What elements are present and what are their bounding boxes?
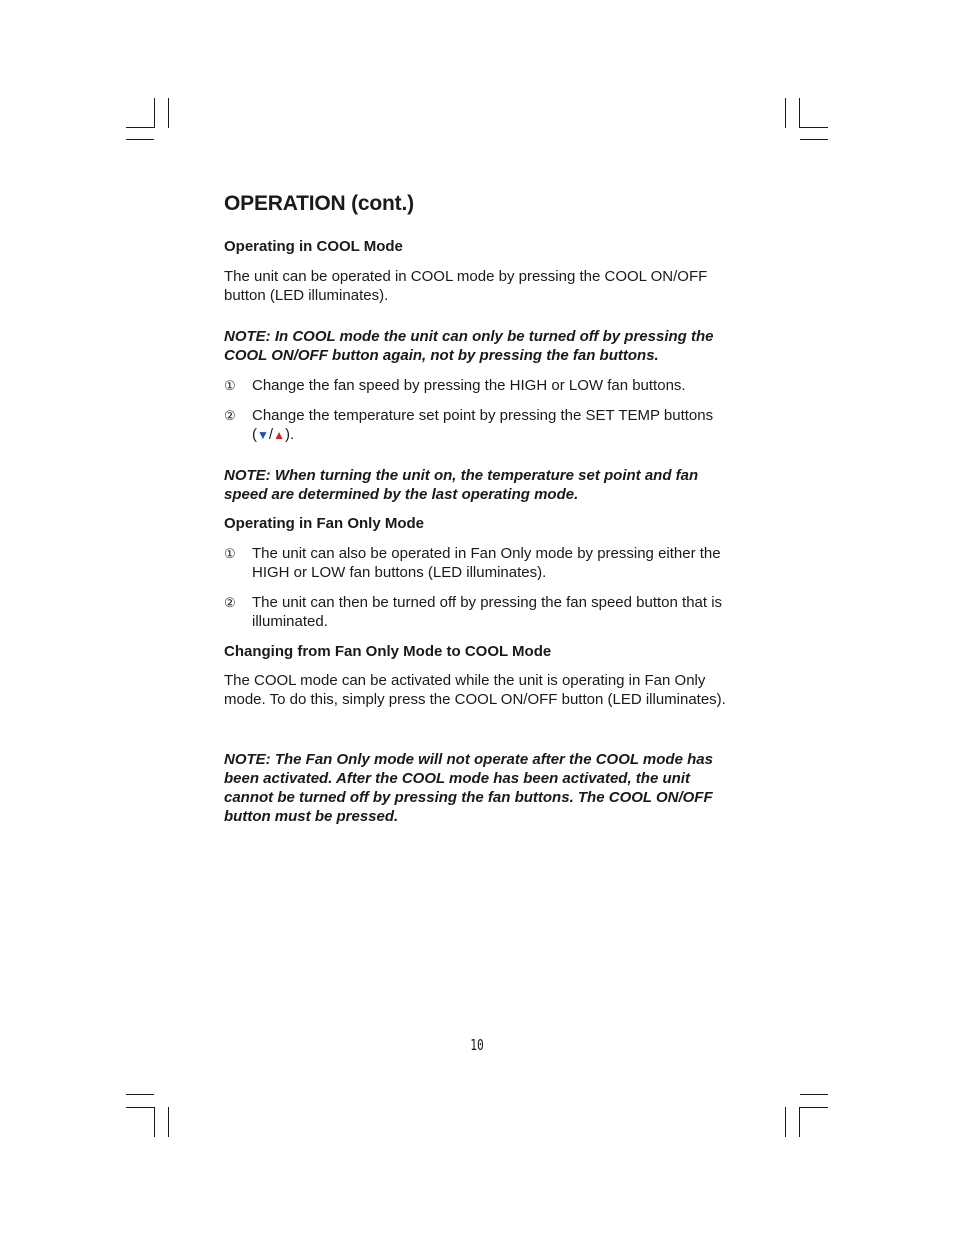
step-text-before: Change the temperature set point by pressing the SET TEMP buttons (	[252, 407, 714, 443]
crop-mark	[154, 1107, 155, 1137]
crop-mark	[126, 139, 154, 140]
down-arrow-icon: ▼	[257, 428, 269, 442]
cool-mode-heading: Operating in COOL Mode	[224, 238, 403, 255]
crop-mark	[800, 127, 828, 128]
step-text: The unit can then be turned off by pressing the fan speed button that is illuminated.	[252, 594, 723, 630]
step-number: ②	[224, 408, 236, 423]
crop-mark	[785, 1107, 786, 1137]
fan-step-2	[224, 593, 734, 631]
cool-step-2	[224, 406, 734, 445]
step-number: ①	[224, 378, 236, 393]
change-mode-heading: Changing from Fan Only Mode to COOL Mode	[224, 643, 552, 660]
crop-mark	[168, 98, 169, 128]
crop-mark	[785, 98, 786, 128]
arrow-separator: /	[268, 426, 274, 443]
cool-mode-intro: The unit can be operated in COOL mode by pressing the COOL ON/OFF button (LED illuminates).	[224, 268, 708, 304]
crop-mark	[126, 127, 154, 128]
step-text: The unit can also be operated in Fan Only mode by pressing either the HIGH or LOW fan buttons (LED illuminates).	[252, 545, 721, 581]
page-number: 10	[470, 1036, 484, 1054]
crop-mark	[126, 1107, 154, 1108]
fan-step-1	[224, 544, 734, 582]
crop-mark	[126, 1094, 154, 1095]
crop-mark	[168, 1107, 169, 1137]
fan-mode-heading: Operating in Fan Only Mode	[224, 515, 425, 532]
cool-mode-note: NOTE: In COOL mode the unit can only be turned off by pressing the COOL ON/OFF button again, not by pressing the fan buttons.	[224, 328, 714, 364]
step-number: ②	[224, 595, 236, 610]
step-text: Change the fan speed by pressing the HIGH or LOW fan buttons.	[252, 377, 686, 394]
page-title: OPERATION (cont.)	[224, 192, 414, 215]
change-mode-note: NOTE: The Fan Only mode will not operate after the COOL mode has been activated. After the COOL mode has been activated, the unit cannot be turned off by pressing the fan buttons. The COOL ON/OFF button must be pressed.	[224, 751, 713, 825]
step-text-after: ).	[284, 426, 295, 443]
crop-mark	[800, 1107, 828, 1108]
crop-mark	[799, 98, 800, 128]
crop-mark	[800, 1094, 828, 1095]
crop-mark	[154, 98, 155, 128]
crop-mark	[799, 1107, 800, 1137]
crop-mark	[800, 139, 828, 140]
cool-mode-note-2: NOTE: When turning the unit on, the temperature set point and fan speed are determined by the last operating mode.	[224, 467, 699, 503]
step-number: ①	[224, 546, 236, 561]
step-text	[252, 406, 734, 445]
change-mode-text: The COOL mode can be activated while the unit is operating in Fan Only mode. To do this, simply press the COOL ON/OFF button (LED illuminates).	[224, 672, 726, 708]
up-arrow-icon: ▲	[273, 428, 285, 442]
cool-step-1	[224, 376, 734, 395]
